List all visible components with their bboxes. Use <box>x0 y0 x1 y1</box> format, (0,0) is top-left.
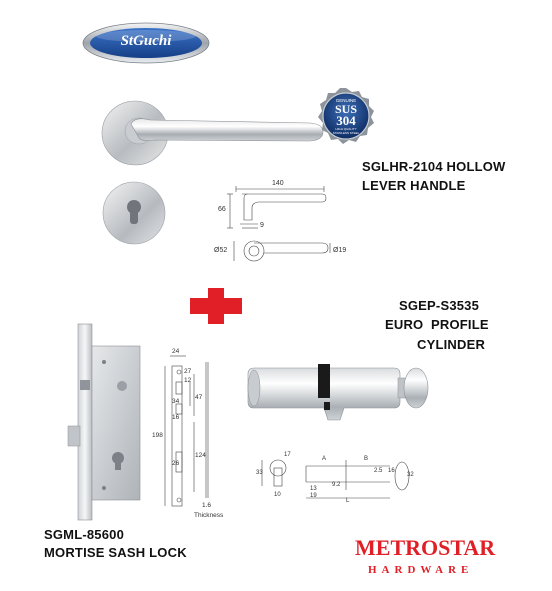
lever-handle-image <box>95 98 330 168</box>
cyl-dim-33: 33 <box>256 470 263 476</box>
cyl-dim-l: L <box>346 498 350 504</box>
mortise-lock-drawing <box>152 348 238 524</box>
dim-27: 27 <box>184 368 192 375</box>
footer-brand-title: METROSTAR <box>355 535 496 560</box>
dim-124: 124 <box>195 452 206 459</box>
dim-16: 16 <box>172 414 180 421</box>
dim-bar-dia: Ø19 <box>333 247 347 254</box>
cyl-dim-16: 16 <box>388 468 395 474</box>
footer-brand-subtitle: HARDWARE <box>368 564 474 576</box>
dim-thickness-val: 1.6 <box>202 502 212 509</box>
cyl-dim-10: 10 <box>274 492 281 498</box>
brand-logo <box>82 22 210 64</box>
cyl-dim-13: 13 <box>310 486 317 492</box>
dim-tip: 9 <box>260 222 264 229</box>
dim-26: 26 <box>172 460 180 467</box>
cyl-dim-25: 2.5 <box>374 468 383 474</box>
dim-rose-dia: Ø52 <box>214 247 228 254</box>
mortise-lock-code: SGML-85600 <box>44 527 125 542</box>
sus-badge-num: 304 <box>336 113 356 128</box>
lever-handle-drawing <box>212 180 352 270</box>
plus-icon <box>189 287 243 325</box>
cyl-dim-32: 32 <box>407 472 414 478</box>
dim-198: 198 <box>152 432 163 439</box>
sus-badge-bottom: HIGH QUALITY STAINLESS STEEL <box>332 127 360 135</box>
cylinder-name-2: CYLINDER <box>417 337 486 352</box>
dim-w24: 24 <box>172 348 180 355</box>
cylinder-code: SGEP-S3535 <box>399 298 480 313</box>
cyl-dim-17: 17 <box>284 452 291 458</box>
dim-12: 12 <box>184 377 192 384</box>
dim-height: 66 <box>218 206 226 213</box>
cyl-dim-a: A <box>322 456 327 462</box>
lever-handle-code: SGLHR-2104 HOLLOW <box>362 159 506 174</box>
cyl-dim-b: B <box>364 456 369 462</box>
brand-logo-text: StGuchi <box>120 33 172 49</box>
cylinder-name-1: EURO PROFILE <box>385 317 489 332</box>
sus-badge-main: SUS <box>334 102 357 116</box>
dim-47: 47 <box>195 394 203 401</box>
cyl-dim-19: 19 <box>310 493 317 499</box>
cylinder-image <box>244 354 430 424</box>
sus-badge-top: GENUINE <box>335 98 357 103</box>
dim-length: 140 <box>272 180 284 187</box>
mortise-lock-image <box>66 322 142 522</box>
escutcheon-image <box>101 180 167 246</box>
cylinder-drawing <box>256 446 416 506</box>
sus304-badge <box>316 86 376 146</box>
cyl-dim-92: 9.2 <box>332 482 341 488</box>
dim-thickness-label: Thickness <box>194 512 224 519</box>
dim-34: 34 <box>172 398 180 405</box>
mortise-lock-name: MORTISE SASH LOCK <box>44 545 187 560</box>
lever-handle-name: LEVER HANDLE <box>362 178 466 193</box>
